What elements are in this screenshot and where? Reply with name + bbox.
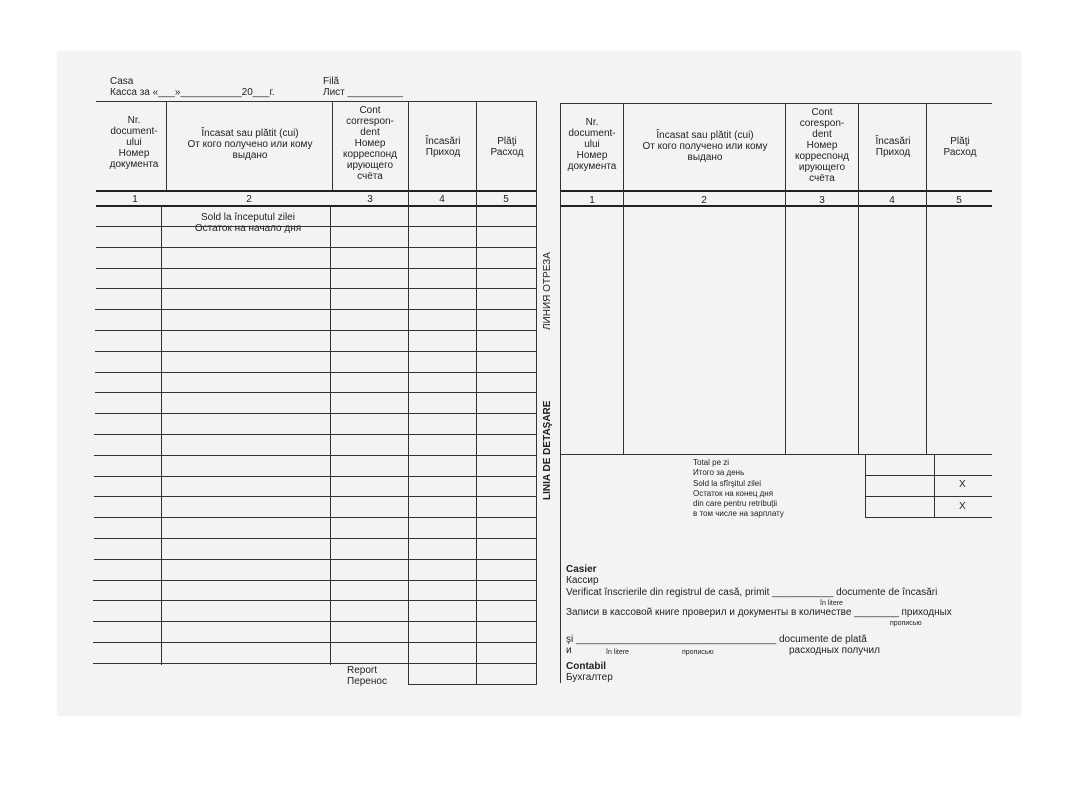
- propisyu-note-2: прописью: [682, 649, 714, 656]
- col2-header-right: Încasat sau plătit (cui) От кого получено или кому выдано: [642, 130, 768, 163]
- verificat-line: Verificat înscrierile din registrul de casă, primit ___________ documente de încasări: [566, 587, 938, 598]
- totals-labels: Total pe zi Итого за день Sold la sfîrşitul zilei Остаток на конец дня din care pentru retribuţii в том числе на зарплату: [693, 458, 784, 519]
- left-row-line: [94, 538, 536, 539]
- left-row-line: [94, 559, 536, 560]
- col1-header: Nr. document- ului Номер документа: [109, 115, 159, 170]
- col-number-2-right: 2: [701, 195, 707, 206]
- left-row-line: [93, 600, 536, 601]
- cut-line-ro: LINIA DE DETAŞARE: [542, 400, 553, 500]
- totals-x-2: X: [959, 501, 966, 512]
- in-litere-note: în litere: [820, 600, 843, 607]
- header-fila: Filă: [323, 76, 340, 87]
- left-row-line: [94, 434, 536, 435]
- col5-header: Plăţi Расход: [490, 136, 524, 158]
- col1-header-right: Nr. document- ului Номер документа: [567, 117, 617, 172]
- left-row-line: [94, 496, 536, 497]
- left-row-line: [95, 372, 536, 373]
- left-row-line: [93, 580, 536, 581]
- col-number-3: 3: [367, 194, 373, 205]
- col5-header-right: Plăţi Расход: [943, 136, 977, 158]
- zapisi-line: Записи в кассовой книге проверил и документы в количестве ________ приходных: [566, 607, 952, 618]
- col-number-5-right: 5: [956, 195, 962, 206]
- left-row-line: [93, 663, 536, 664]
- opening-balance-label: Sold la începutul zilei Остаток на начало дня: [194, 212, 302, 234]
- col4-header: Încasări Приход: [425, 136, 461, 158]
- col-number-1: 1: [132, 194, 138, 205]
- totals-x-1: X: [959, 479, 966, 490]
- left-row-line: [95, 413, 536, 414]
- left-row-line: [95, 330, 536, 331]
- header-list: Лист __________: [323, 87, 404, 98]
- report-label: Report Перенос: [347, 665, 387, 687]
- casier-ro: Casier: [566, 564, 597, 575]
- col-number-5: 5: [503, 194, 509, 205]
- i-label: и: [566, 645, 572, 656]
- casier-ru: Кассир: [566, 575, 599, 586]
- col-number-2: 2: [246, 194, 252, 205]
- left-row-line: [96, 288, 536, 289]
- cut-line-ru: ЛИНИЯ ОТРЕЗА: [542, 252, 553, 330]
- si-line: şi ____________________________________ documente de plată: [566, 634, 867, 645]
- in-litere-note-2: în litere: [606, 649, 629, 656]
- col-number-4: 4: [439, 194, 445, 205]
- contabil-ru: Бухгалтер: [566, 672, 613, 683]
- left-row-line: [94, 517, 536, 518]
- col3-header-right: Cont corespon- dent Номер корреспонд ирующего счёта: [794, 107, 850, 184]
- col3-header: Cont correspon- dent Номер корреспонд ирующего счёта: [342, 105, 398, 182]
- rashod-label: расходных получил: [789, 645, 880, 656]
- col-number-3-right: 3: [819, 195, 825, 206]
- col-number-1-right: 1: [589, 195, 595, 206]
- left-row-line: [95, 309, 536, 310]
- left-row-line: [93, 642, 536, 643]
- header-casa: Casa: [110, 76, 134, 87]
- left-row-line: [96, 268, 536, 269]
- left-row-line: [93, 621, 536, 622]
- contabil-ro: Contabil: [566, 661, 606, 672]
- col4-header-right: Încasări Приход: [875, 136, 911, 158]
- left-row-line: [94, 455, 536, 456]
- col2-header: Încasat sau plătit (cui) От кого получено или кому выдано: [187, 128, 313, 161]
- left-row-line: [94, 476, 536, 477]
- left-row-line: [95, 392, 536, 393]
- left-row-line: [96, 226, 536, 227]
- col-number-4-right: 4: [889, 195, 895, 206]
- header-kassa-date: Касса за «___»___________20___г.: [110, 87, 275, 98]
- left-row-line: [95, 351, 536, 352]
- propisyu-note: прописью: [890, 620, 922, 627]
- left-row-line: [96, 247, 536, 248]
